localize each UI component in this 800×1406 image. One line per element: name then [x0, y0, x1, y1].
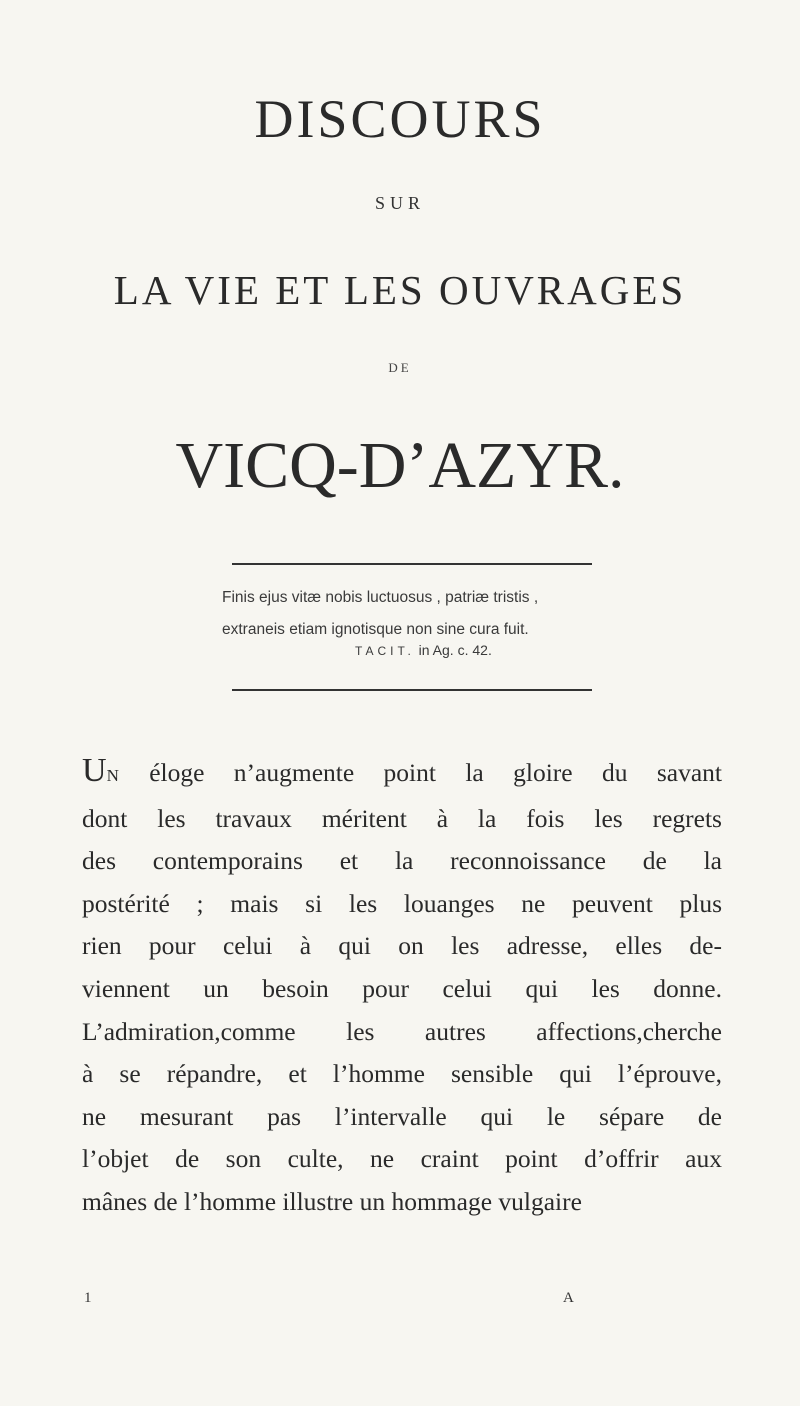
epigraph — [222, 582, 642, 646]
signature-number: 1 — [84, 1290, 92, 1306]
epigraph-line-2: extraneis etiam ignotisque non sine cura fuit. — [222, 621, 529, 638]
signature-letter: A — [563, 1290, 574, 1306]
title-sur: SUR — [374, 193, 425, 213]
bottom-rule — [232, 689, 592, 691]
body-line: mânes de l’homme illustre un hommage vulgaire — [82, 1186, 582, 1216]
body-line: L’admiration,comme les autres affections,cherche — [82, 1016, 722, 1046]
epigraph-citation — [355, 642, 492, 658]
subject-name: VICQ-D’AZYR. — [175, 429, 625, 502]
body-line: ne mesurant pas l’intervalle qui le sépare de — [82, 1101, 722, 1131]
epigraph-line-1: Finis ejus vitæ nobis luctuosus , patriæ tristis , — [222, 589, 539, 606]
body-line: l’objet de son culte, ne craint point d’offrir aux — [82, 1144, 722, 1174]
body-line: postérité ; mais si les louanges ne peuvent plus — [82, 888, 722, 918]
page-title: DISCOURS — [254, 89, 546, 149]
page-subtitle: LA VIE ET LES OUVRAGES — [113, 267, 687, 313]
body-line — [82, 750, 722, 798]
body-line-1-text: éloge n’augmente point la gloire du savant — [119, 758, 722, 787]
epigraph-reference: in Ag. c. 42. — [414, 642, 492, 658]
top-rule — [232, 563, 592, 565]
body-line: dont les travaux méritent à la fois les regrets — [82, 803, 722, 833]
small-caps: N — [106, 766, 120, 785]
body-line: viennent un besoin pour celui qui les donne. — [82, 973, 722, 1003]
body-line: des contemporains et la reconnoissance de la — [82, 846, 722, 876]
body-line: rien pour celui à qui on les adresse, elles de- — [82, 931, 722, 961]
body-text — [82, 750, 722, 1224]
drop-cap: U — [82, 752, 107, 789]
body-line: à se répandre, et l’homme sensible qui l’éprouve, — [82, 1059, 722, 1089]
epigraph-author: TACIT. — [355, 644, 415, 658]
title-de: DE — [388, 360, 412, 375]
